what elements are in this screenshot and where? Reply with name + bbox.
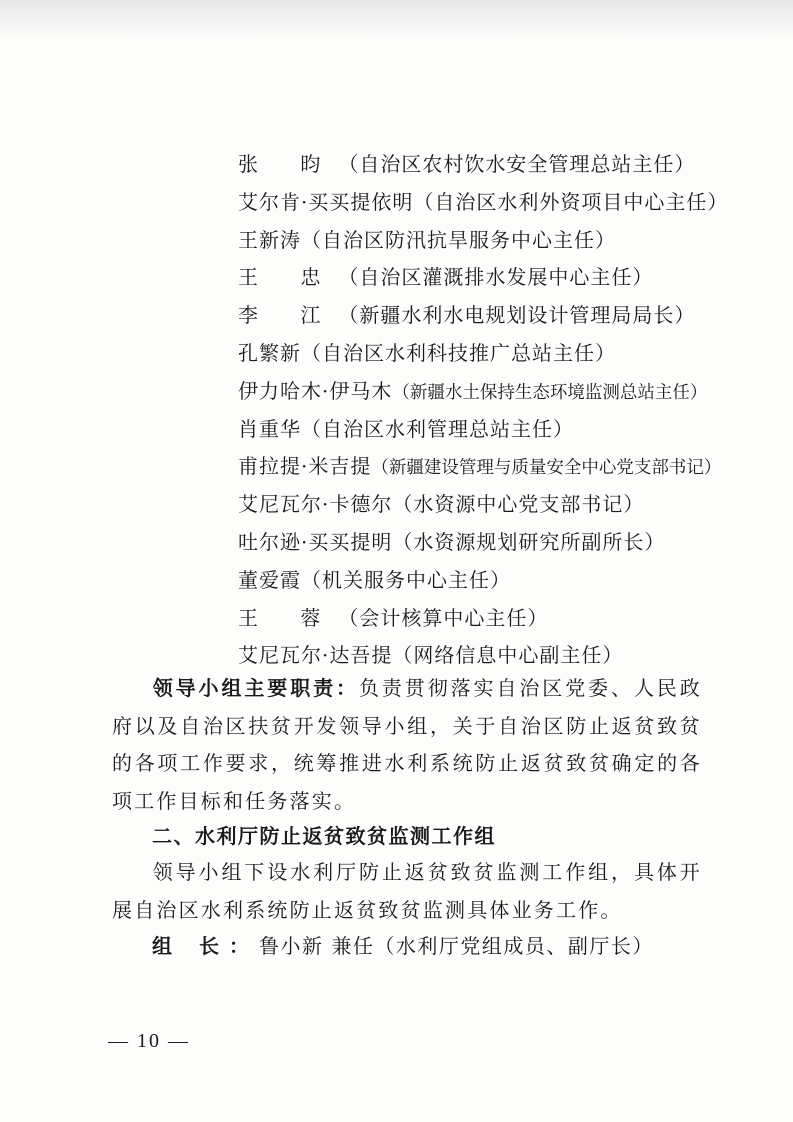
member-name: 李 江 <box>238 303 339 328</box>
section-heading: 二、水利厅防止返贫致贫监测工作组 <box>152 824 496 848</box>
member-role: （会计核算中心主任） <box>338 605 549 630</box>
member-list <box>238 146 758 675</box>
member-row <box>238 373 758 411</box>
member-name: 艾尼瓦尔·达吾提 <box>238 643 393 668</box>
member-name: 艾尼瓦尔·卡德尔 <box>238 492 393 517</box>
member-name: 王 蓉 <box>238 605 339 630</box>
member-name: 艾尔肯·买买提依明 <box>238 189 414 214</box>
member-row <box>238 600 758 638</box>
member-role: （自治区农村饮水安全管理总站主任） <box>338 152 696 176</box>
page-number: — 10 — <box>108 1030 190 1052</box>
member-row <box>238 259 758 297</box>
member-role: （水资源规划研究所副所长） <box>392 529 666 554</box>
member-name: 王 忠 <box>238 265 339 290</box>
leader-label: 组 长： <box>152 934 259 958</box>
member-role: （机关服务中心主任） <box>301 567 511 592</box>
member-role: （新疆水土保持生态环境监测总站主任） <box>392 382 708 403</box>
member-row <box>238 486 758 524</box>
duties-label: 领导小组主要职责： <box>152 676 359 700</box>
member-role: （自治区灌溉排水发展中心主任） <box>338 265 654 290</box>
member-name: 伊力哈木·伊马木 <box>238 378 393 403</box>
member-row <box>238 448 758 486</box>
duties-paragraph <box>112 670 702 820</box>
member-row <box>238 146 758 184</box>
member-role: （网络信息中心副主任） <box>392 643 624 668</box>
member-row <box>238 184 758 222</box>
member-role: （新疆建设管理与质量安全中心党支部书记） <box>371 458 722 479</box>
section-paragraph-text: 领导小组下设水利厅防止返贫致贫监测工作组，具体开展自治区水利系统防止返贫致贫监测具体业务工作。 <box>112 860 702 922</box>
member-row <box>238 562 758 600</box>
leader-text: 鲁小新 兼任（水利厅党组成员、副厅长） <box>258 934 654 958</box>
member-role: （自治区水利外资项目中心主任） <box>413 189 729 214</box>
member-role: （新疆水利水电规划设计管理局局长） <box>338 303 696 328</box>
member-row <box>238 335 758 373</box>
group-leader-line <box>152 928 654 964</box>
member-row <box>238 411 758 449</box>
member-name: 甫拉提·米吉提 <box>238 454 372 479</box>
member-name: 孔繁新 <box>238 340 301 365</box>
member-role: （自治区防汛抗旱服务中心主任） <box>301 227 616 252</box>
member-row <box>238 222 758 260</box>
duties-text: 负责贯彻落实自治区党委、人民政府以及自治区扶贫开发领导小组，关于自治区防止返贫致贫的各项工作要求，统筹推进水利系统防止返贫致贫确定的各项工作目标和任务落实。 <box>112 676 702 813</box>
member-row <box>238 297 758 335</box>
scan-shadow <box>0 0 793 40</box>
section-paragraph <box>112 854 702 929</box>
member-name: 王新涛 <box>238 227 301 252</box>
member-role: （水资源中心党支部书记） <box>392 492 645 517</box>
member-row <box>238 524 758 562</box>
member-name: 吐尔逊·买买提明 <box>238 529 393 554</box>
member-name: 张 昀 <box>238 152 339 176</box>
member-role: （自治区水利科技推广总站主任） <box>301 340 616 365</box>
member-role: （自治区水利管理总站主任） <box>301 416 574 441</box>
member-name: 董爱霞 <box>238 567 301 592</box>
member-name: 肖重华 <box>238 416 301 441</box>
